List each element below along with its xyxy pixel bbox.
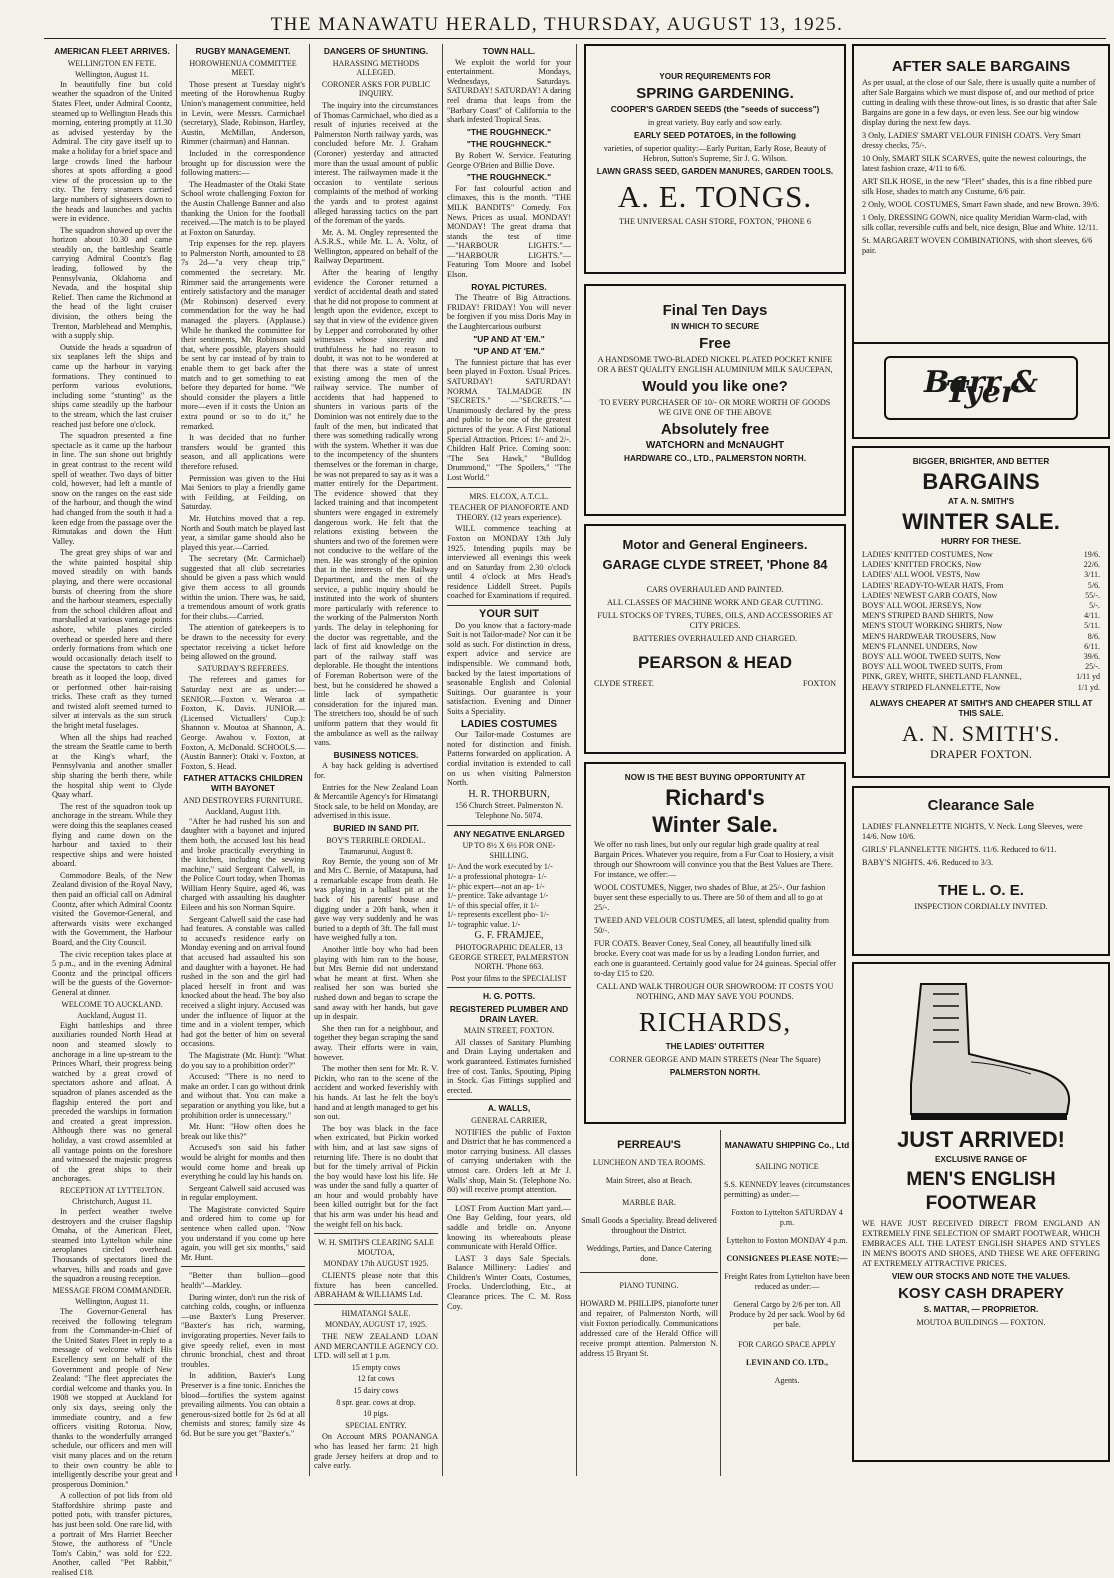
ad-line: 1/- tographic value. 1/- xyxy=(447,919,521,929)
subheading: CORONER ASKS FOR PUBLIC INQUIRY. xyxy=(321,79,431,99)
ad-address: HARDWARE CO., LTD., PALMERSTON NORTH. xyxy=(624,454,806,463)
divider xyxy=(314,1304,438,1305)
headline: TOWN HALL. xyxy=(482,46,536,56)
article-paragraph: When all the ships had reached the stream the Seattle came to berth at the King's wharf, the Pennsylvania and another smaller ship sharing the berth there, while the hospital ship went to Clyde Quay wharf. xyxy=(52,732,172,800)
price-row xyxy=(862,611,1100,621)
ad-heading: H. G. POTTS. xyxy=(482,991,536,1002)
column-rule xyxy=(309,44,310,1476)
ad-advertiser: A. N. SMITH'S. xyxy=(902,720,1060,746)
price-item: LADIES' KNITTED FROCKS, Now xyxy=(862,560,982,570)
ad-title: MANAWATU SHIPPING Co., Ltd xyxy=(724,1140,850,1150)
price-value: 1/1 yd. xyxy=(1077,682,1100,692)
ad-advertiser: THE L. O. E. xyxy=(938,882,1024,899)
ad-advertiser: LEVIN AND CO. LTD., xyxy=(746,1358,828,1367)
article-paragraph: Entries for the New Zealand Loan & Mercantile Agency's for Himatangi Stock sale, to be held on Monday, are advertised in this issue. xyxy=(314,782,438,821)
film-title: "THE ROUGHNECK." xyxy=(466,172,552,183)
ad-advertiser: WATCHORN and McNAUGHT xyxy=(645,440,785,451)
ad-line: THE LADIES' OUTFITTER xyxy=(665,1042,765,1051)
article-paragraph: The Governor-General has received the following telegram from the Commander-in-Chief of the United States Fleet in reply to a message of welcome which His Excellency sent on behalf of the Government and people of New Zealand: "The fleet appreciates the cordial welcome and thanks you. In 1908 we stopped at Auckland for only six days, seeing only the immediate country, and a few officers visiting Rotorua. Now, thanks to the wonderfully arranged schedule, our officers and men will visit many places and on the return to their own country be able to intelligently describe your great and prosperous Dominion." xyxy=(52,1307,172,1489)
ad-barr-tyer-logo xyxy=(852,344,1110,439)
ad-final-ten-days xyxy=(584,284,846,516)
price-row xyxy=(862,621,1100,631)
ad-line: 1/- phic expert—not an ap- 1/- xyxy=(447,881,545,891)
column-1 xyxy=(52,44,172,1578)
stock-item: 15 dairy cows xyxy=(353,1385,399,1395)
price-row xyxy=(862,591,1100,601)
ad-heading: PIANO TUNING. xyxy=(619,1281,679,1290)
ad-item: BABY'S NIGHTS. 4/6. Reduced to 3/3. xyxy=(862,858,994,867)
ad-line: Foxton to Lyttelton SATURDAY 4 p.m. xyxy=(731,1208,843,1227)
article-paragraph: "Better than bullion—good health"—Markley. xyxy=(181,1271,305,1291)
masthead-rule xyxy=(44,38,1106,39)
ad-text: S.S. KENNEDY leaves (circumstances permitting) as under:— xyxy=(724,1180,850,1199)
article-paragraph: It was decided that no further transfers would be granted this season, and all applications were therefore refused. xyxy=(181,433,305,471)
dateline: Wellington, August 11. xyxy=(75,1297,149,1307)
ad-line: Main Street, also at Beach. xyxy=(605,1176,693,1185)
headline: BURIED IN SAND PIT. xyxy=(333,822,419,833)
price-item: PINK, GREY, WHITE, SHETLAND FLANNEL, xyxy=(862,672,1022,682)
ad-item: GIRLS' FLANNELETTE NIGHTS. 11/6. Reduced to 6/11. xyxy=(862,845,1057,854)
ad-spring-gardening xyxy=(584,44,846,274)
ad-subheading: GENERAL CARRIER, xyxy=(471,1115,547,1125)
subheading: WELLINGTON EN FETE. xyxy=(67,58,157,68)
subheading: HOROWHENUA COMMITTEE MEET. xyxy=(189,58,297,78)
ad-item: 3 Only, LADIES' SMART VELOUR FINISH COATS. Very Smart dressy checks, 75/-. xyxy=(862,131,1081,150)
ad-address: PHOTOGRAPHIC DEALER, 13 GEORGE STREET, PALMERSTON NORTH. 'Phone 663. xyxy=(449,943,569,972)
price-item: BOYS' ALL WOOL JERSEYS, Now xyxy=(862,601,982,611)
price-row xyxy=(862,662,1100,672)
ad-line: ALWAYS CHEAPER AT SMITH'S AND CHEAPER STILL AT THIS SALE. xyxy=(869,698,1093,718)
boot-illustration-icon xyxy=(881,974,1081,1124)
ad-line: varieties, of superior quality:—Early Puritan, Early Rose, Beauty of Hebron, Sutton's Supreme, Sir J. G. Wilson. xyxy=(603,144,827,163)
ad-item: ART SILK HOSE, in the new "Fleet" shades, this is a fine ribbed pure silk Hose, shades to match any Costume, 6/6 pair. xyxy=(862,177,1093,196)
ad-text: WOOL COSTUMES, Nigger, two shades of Blue, at 25/-. Our fashion buyer sent these especially to us. There are 50 of them and all to go at 25/-. xyxy=(594,883,826,912)
price-item: LADIES' READY-TO-WEAR HATS, From xyxy=(862,580,1004,590)
divider xyxy=(314,1233,438,1234)
ad-line: Weddings, Parties, and Dance Catering done. xyxy=(586,1244,712,1263)
article-paragraph: We exploit the world for your entertainment. Mondays, Wednesdays, Saturdays. SATURDAY! SATURDAY! A daring reel drama that leaps from the "Barbary Coast" of California to the shark infested Tropical Seas. xyxy=(447,57,571,125)
ad-richards-winter-sale xyxy=(584,762,846,1124)
price-item: MEN'S HARDWEAR TROUSERS, Now xyxy=(862,631,997,641)
price-row xyxy=(862,683,1100,693)
ad-line: MARBLE BAR. xyxy=(622,1198,676,1207)
notice-date: MONDAY 17th AUGUST 1925. xyxy=(323,1259,429,1269)
ad-line: HURRY FOR THESE. xyxy=(940,537,1022,546)
article-paragraph: The squadron showed up over the horizon about 10.30 and came steadily on, the battleship Seattle carrying Admiral Coontz's flag leading, followed by the Pennsylvania, Oklahoma and Nevada, and the hospital ship Relief. Then came the Richmond at the head of the light cruiser division, the others being the Trenton, Marblehead and Memphis, with a supply ship. xyxy=(52,225,172,341)
notice-heading: HIMATANGI SALE. xyxy=(341,1308,411,1318)
ad-advertiser: A. E. TONGS. xyxy=(617,179,813,214)
divider xyxy=(447,825,571,826)
ad-line: YOUR REQUIREMENTS FOR xyxy=(659,72,771,81)
barr-tyer-logo: Barr & Tyer xyxy=(884,356,1078,420)
notice-text: WILL commence teaching at Foxton on MONDAY 13th July 1925. Intending pupils may be interviewed all evenings this week and on Saturday from 2.30 o'clock until 4 o'clock at Mrs Head's residence Liddell Street. Pupils coached for Examinations if required. xyxy=(447,524,571,601)
column-2 xyxy=(181,44,305,1474)
notice-text: THE NEW ZEALAND LOAN AND MERCANTILE AGENCY CO. LTD. will sell at 1 p.m. xyxy=(314,1332,438,1361)
notice-heading: SPECIAL ENTRY. xyxy=(345,1420,407,1430)
ad-subheading: UP TO 8½ X 6½ FOR ONE-SHILLING. xyxy=(462,841,556,860)
price-item: MEN'S STOUT WORKING SHIRTS, Now xyxy=(862,621,1003,631)
ad-title: MEN'S ENGLISH FOOTWEAR xyxy=(906,1169,1056,1214)
ad-title: SPRING GARDENING. xyxy=(636,85,794,102)
notice-subheading: TEACHER OF PIANOFORTE AND THEORY. (12 years experience). xyxy=(449,503,569,522)
stock-item: 8 spr. gear. cows at drop. xyxy=(336,1397,416,1407)
article-paragraph: She then ran for a neighbour, and together they began scraping the sand away. Their efforts were in vain, however. xyxy=(314,1023,438,1062)
price-item: HEAVY STRIPED FLANNELETTE, Now xyxy=(862,682,1001,692)
divider xyxy=(181,1266,305,1267)
ad-motor-engineers xyxy=(584,524,846,754)
subheading: HARASSING METHODS ALLEGED. xyxy=(332,58,420,78)
ad-text: As per usual, at the close of our Sale, there is usually quite a number of after Sale Bargains which we must dispose of, and our method of price cutting in dealing with these throw-out lines, is so drastic that after Sale Bargains are gone in a few days, or even less. See our big window display during the next few days. xyxy=(862,78,1097,127)
price-item: MEN'S FLANNEL UNDERS, Now xyxy=(862,641,978,651)
notice-heading: W. H. SMITH'S CLEARING SALE MOUTOA, xyxy=(318,1238,434,1257)
article-paragraph: By Robert W. Service. Featuring George O'Brien and Billie Dove. xyxy=(447,150,571,170)
price-row xyxy=(862,642,1100,652)
ad-town: FOXTON xyxy=(802,679,836,688)
ad-line: Lyttelton to Foxton MONDAY 4 p.m. xyxy=(726,1236,848,1245)
article-paragraph: A collection of pot lids from old Staffordshire shrimp paste and potted pots, with transfer pictures, has just been sold. One rare lid, with a portrait of Mrs Harriet Beecher Stowe, the authoress of "Uncle Tom's Cabin," was sold for £22. Another, called "Pet Rabbit," realised £18. xyxy=(52,1491,172,1578)
classified-ad: LOST From Auction Mart yard.—One Bay Gelding, four years, old saddle and bridle on. Anyone knowing its whereabouts please communicate with Herald Office. xyxy=(447,1203,571,1252)
stock-item: 10 pigs. xyxy=(363,1409,389,1419)
divider xyxy=(447,1199,571,1200)
subheading: RECEPTION AT LYTTELTON. xyxy=(59,1185,165,1195)
article-paragraph: The mother then sent for Mr. R. V. Pickin, who ran to the scene of the accident and worked feverishly with his hands. At last he felt the boy's hand and at length managed to get his son out. xyxy=(314,1064,438,1122)
dateline: Taumarunui, August 8. xyxy=(339,847,413,857)
ad-text: WE HAVE JUST RECEIVED DIRECT FROM ENGLAND AN EXTREMELY FINE SELECTION OF SMART FOOTWEAR, WHICH EMBRACES ALL THE LATEST ENGLISH SHAPES AND STYLES IN MEN'S BOOTS AND SHOES, AND THESE WE ARE OFFERING AT EXTREMELY ATTRACTIVE PRICES. xyxy=(862,1219,1100,1268)
article-paragraph: After the hearing of lengthy evidence the Coroner returned a verdict of accidental death and stated that he did not propose to comment at length upon the evidence, except to say that in view of the evidence given by Lepper and corroborated by other witnesses whose sincerity and truthfulness he had no reason to doubt, it was not to be wondered at that there was a state of unrest existing among the men of the railway service. The number of accidents that had happened to shunters in various parts of the Dominion was not entirely due to the fault of the men, but indicated that there was something radically wrong with the system. Whether it was due to the incompetency of the shunters themselves or the foreman in charge, he was not prepared to say as it was a matter entirely for the Department. The evidence showed that they lacked training and that incompetent shunters were engaged in extremely dangerous work. He felt that the relations existing between the shunters and two of the foremen were not conducive to the welfare of the men. He was strongly of the opinion that in the interests of the Railway Department, and the men of the service, a public inquiry should be instituted into the work of shunters more particularly with reference to the working of the Palmerston North yards. The delay in telephoning for the doctor was regrettable, and the lack of first aid knowledge on the part of the railway staff was deplorable. He thought the intentions of Foreman Robertson were of the best, but he considered he showed a little lack of sympathetic consideration for the injured man. The stretchers too, should be of such uniform pattern that they would fit the ambulance as well as the railway vans. xyxy=(314,268,438,748)
subheading: BOY'S TERRIBLE ORDEAL. xyxy=(326,835,426,845)
ad-title: PERREAU'S xyxy=(617,1139,681,1151)
dateline: Wellington, August 11. xyxy=(75,70,149,80)
price-value: 5/11. xyxy=(1084,621,1100,631)
ad-footer xyxy=(594,679,836,689)
ad-line: 1/- represents excellent pho- 1/- xyxy=(447,910,549,920)
ad-heading: ANY NEGATIVE ENLARGED xyxy=(453,828,565,839)
ad-title: Winter Sale. xyxy=(652,812,778,837)
ad-title: Would you like one? xyxy=(642,378,788,395)
ad-text: Do you know that a factory-made Suit is not Tailor-made? Nor can it be sold as such. For distinction in dress, expert advice and service are indispensible. We command both, backed by the latest importations of seasonable English and Colonial Suitings. Our guarantee is your satisfaction. Evening and Dinner Suits a Speciality. xyxy=(447,620,571,716)
ad-heading: A. WALLS, xyxy=(487,1103,531,1114)
ad-line: S. MATTAR, — PROPRIETOR. xyxy=(923,1305,1039,1314)
ad-line: 1/- prentice. Take advantage 1/- xyxy=(447,891,549,901)
ad-advertiser: KOSY CASH DRAPERY xyxy=(898,1285,1064,1302)
price-value: 1/11 yd xyxy=(1076,672,1100,682)
ad-title: WINTER SALE. xyxy=(902,509,1060,534)
dateline: Christchurch, August 11. xyxy=(72,1197,152,1207)
stock-item: 12 fat cows xyxy=(357,1374,395,1384)
ad-title: Richard's xyxy=(665,785,765,810)
ad-title: Absolutely free xyxy=(660,421,770,438)
ad-line: AT A. N. SMITH'S xyxy=(947,497,1015,506)
price-item: BOYS' ALL WOOL TWEED SUITS, From xyxy=(862,662,1003,672)
headline: FATHER ATTACKS CHILDREN WITH BAYONET xyxy=(183,773,303,793)
ad-line: General Cargo by 2/6 per ton. All Produce by 2d per sack. Wool by 6d per bale. xyxy=(729,1300,845,1329)
ad-heading: REGISTERED PLUMBER AND DRAIN LAYER. xyxy=(449,1004,569,1024)
article-paragraph: The referees and games for Saturday next are as under:— SENIOR.—Foxton v. Weraroa at Foxton, K. Davis. JUNIOR.—(Licensed Victuallers' Cup.): Shannon v. Moutoa at Shannon, A. George. Awahou v. Foxton, at Foxton, A. McDonald. SCHOOLS.—(Austin Banner): Otaki v. Foxton, at Foxton, S. Head. xyxy=(181,675,305,771)
article-paragraph: Eight battleships and three auxiliaries rounded North Head at noon and steamed slowly to anchorage in a line up-stream to the Princes Wharf, their progress being watched by a great crowd of spectators ashore and afloat. A squadron of planes ascended as the flagship entered the port and preceded the warships in formation and created a great impression. Although there was no general holiday, a vast crowd assembled at all vantage points on the foreshore and witnessed the majestic progress of the great ships to their anchorages. xyxy=(52,1020,172,1184)
ad-line: NOW IS THE BEST BUYING OPPORTUNITY AT xyxy=(624,773,806,782)
price-row xyxy=(862,672,1100,682)
ad-item: St. MARGARET WOVEN COMBINATIONS, with short sleeves, 6/6 pair. xyxy=(862,236,1093,255)
headline: BUSINESS NOTICES. xyxy=(333,749,419,760)
article-paragraph: The boy was black in the face when extricated, but Pickin worked with him, and at last saw signs of returning life. There is no doubt that but for the timely arrival of Pickin the boy would have lost his life. He was under the sand fully a quarter of an hour and would probably have been killed outright but for the fact that his arm was under his head and the weight fell on his back. xyxy=(314,1123,438,1229)
headline: ROYAL PICTURES. xyxy=(471,281,547,292)
stock-item: 15 empty cows xyxy=(351,1362,401,1372)
article-paragraph: Sergeant Calwell said the case had had features. A constable was called to accused's residence early on Monday evening and on arrival found that accused had assaulted his son and daughter with a bayonet. He had rushed in the son and the girl had placed herself in front and was knocked about the head. The boy also received a slight injury. Accused was under the influence of liquor at the time and in a violent temper, which had got the better of him on several occasions. xyxy=(181,914,305,1049)
price-row xyxy=(862,652,1100,662)
article-paragraph: Those present at Tuesday night's meeting of the Horowhenua Rugby Union's management committee, held in Levin, were Messrs. Carmichael (secretary), Slade, Robinson, Hartley, Austin, McMillan, Anderson, Rimmer (chairman) and Hannan. xyxy=(181,79,305,147)
article-paragraph: "After he had rushed his son and daughter with a bayonet and injured them both, the accused lost his head and broke practically everything in the kitchen, including the sewing machine," said Sergeant Calwell, in the Police Court today, when Thomas William Henry Squire, aged 46, was charged with assaulting his daughter Eileen and his son Norman Squire. xyxy=(181,816,305,913)
ad-manawatu-shipping xyxy=(724,1130,850,1460)
ad-line: 1/- And the work executed by 1/- xyxy=(447,862,553,872)
price-item: MEN'S STRIPED BAND SHIRTS, Now xyxy=(862,611,994,621)
divider xyxy=(447,1099,571,1100)
ad-after-sale-bargains xyxy=(852,44,1110,344)
article-paragraph: Trip expenses for the rep. players to Palmerston North, amounted to £8 7s 2d—"a very cheap trip," commented the secretary. Mr. Rimmer said the arrangements were entirely satisfactory and the manager (Mr Robinson) deserved every commendation for the way he had managed the players. (Applause.) While he thanked the committee for their sentiments, Mr. Robinson said that, where possible, players should be sent by car instead of by train to enable them to get back after the match and to get something to eat before they departed for home. "We should consider the players a little more—even if it costs the Union an extra pound or so to do it," he remarked. xyxy=(181,239,305,431)
film-title: "THE ROUGHNECK." xyxy=(466,126,552,137)
ad-address: CLYDE STREET. xyxy=(594,679,654,688)
article-paragraph: The secretary (Mr. Carmichael) suggested that all club secretaries should be given a pass which would give them access to all grounds within the union. There was, he said, a tremendous amount of work gratis for their clubs.—Carried. xyxy=(181,554,305,621)
ad-item: LADIES' FLANNELETTE NIGHTS, V. Neck. Long Sleeves, were 14/6. Now 10/6. xyxy=(862,822,1083,841)
price-value: 6/11. xyxy=(1084,641,1100,651)
column-rule xyxy=(576,44,577,1476)
column-rule xyxy=(442,44,443,1476)
notice-text: On Account MRS POANANGA who has leased her farm: 21 high grade Jersey heifers at drop and to calve early. xyxy=(314,1432,438,1471)
ad-heading: YOUR SUIT xyxy=(479,608,539,621)
headline: DANGERS OF SHUNTING. xyxy=(323,46,429,56)
price-item: BOYS' ALL WOOL TWEED SUITS, Now xyxy=(862,652,1001,662)
ad-text: Our Tailor-made Costumes are noted for distinction and finish. Patterns forwarded on application. A cordial invitation is extended to call on us when visiting Palmerston North. xyxy=(447,730,571,788)
article-paragraph: Mr. Hunt: "How often does he break out like this?" xyxy=(181,1122,305,1141)
ad-line: Freight Rates from Lyttelton have been reduced as under:— xyxy=(724,1272,850,1291)
price-row xyxy=(862,550,1100,560)
column-rule xyxy=(176,44,177,1476)
price-row xyxy=(862,601,1100,611)
ad-line: FOR CARGO SPACE APPLY xyxy=(738,1340,836,1349)
article-paragraph: Accused's son said his father would be alright for months and then would come home and break up everything he could lay his hands on. xyxy=(181,1143,305,1182)
ad-line: 1/- of this special offer, it 1/- xyxy=(447,900,539,910)
ad-title: GARAGE CLYDE STREET, 'Phone 84 xyxy=(602,557,828,572)
divider xyxy=(447,987,571,988)
ad-line: BIGGER, BRIGHTER, AND BETTER xyxy=(912,457,1050,466)
column-rule xyxy=(720,1130,721,1476)
article-paragraph: The Magistrate convicted Squire and ordered him to come up for sentence when called upon. "Now you understand if you come up here again, you will get six months," said Mr. Hunt. xyxy=(181,1204,305,1262)
article-paragraph: The Theatre of Big Attractions. FRIDAY! FRIDAY! You will never be forgiven if you miss Doris May in the Laughtercarious outburst xyxy=(447,293,571,332)
article-paragraph: Another little boy who had been playing with him ran to the house, but Mrs Bernie did not understand what he meant at first. When she realised her son was buried she rushed down and began to scrape the sand away with her hands, but gave up in despair. xyxy=(314,945,438,1022)
ad-smith-winter-sale xyxy=(852,446,1110,778)
ad-line: in great variety. Buy early and sow early. xyxy=(647,118,783,127)
notice-date: MONDAY, AUGUST 17, 1925. xyxy=(324,1320,428,1330)
notice-heading: MRS. ELCOX, A.T.C.L. xyxy=(469,491,549,501)
column-4 xyxy=(447,44,571,1474)
ad-title: Clearance Sale xyxy=(927,797,1035,814)
ad-item: 10 Only, SMART SILK SCARVES, quite the newest colourings, the latest fashion craze, 4/11 to 6/6. xyxy=(862,154,1087,173)
article-paragraph: Roy Bernie, the young son of Mr and Mrs C. Bernie, of Matapuna, had a remarkable escape from death. He was playing in a ballast pit at the back of his parents' house and digging under a 20ft bank, when it gave way very suddenly and he was buried to a depth of 3ft. The fall must have weighed fully a ton. xyxy=(314,856,438,943)
price-value: 5/-. xyxy=(1089,601,1100,611)
price-value: 55/-. xyxy=(1085,590,1100,600)
subheading: WELCOME TO AUCKLAND. xyxy=(61,999,163,1009)
ad-advertiser: PEARSON & HEAD xyxy=(638,653,792,672)
ad-address: CORNER GEORGE AND MAIN STREETS (Near The Square) xyxy=(609,1055,821,1064)
dateline: Auckland, August 11th. xyxy=(205,807,281,817)
ad-title: Free xyxy=(699,335,731,352)
article-paragraph: A bay hack gelding is advertised for. xyxy=(314,761,438,780)
price-row xyxy=(862,570,1100,580)
ad-address: MAIN STREET, FOXTON. xyxy=(463,1026,555,1036)
article-paragraph: The attention of gatekeepers is to be drawn to the necessity for every spectator receiving a ticket before being allowed on the ground. xyxy=(181,623,305,662)
ad-line: COOPER'S GARDEN SEEDS (the "seeds of success") xyxy=(610,105,820,114)
ad-advertiser: RICHARDS, xyxy=(638,1007,792,1037)
article-paragraph: Permission was given to the Hui Mai Seniors to play a friendly game with Feilding, at Feilding, on Saturday. xyxy=(181,473,305,512)
ad-address: DRAPER FOXTON. xyxy=(930,746,1032,761)
article-paragraph: Mr. Hutchins moved that a rep. North and South match be played last year, a similar game should also be played this year.—Carried. xyxy=(181,513,305,552)
article-paragraph: In beautifully fine but cold weather the squadron of the United States Fleet, under Admiral Coontz, steamed up to Wellington Heads this morning, entering promptly at 11.30 as advised yesterday by the Admiral. The city gave itself up to make a holiday for a brief space and large crowds lined the harbour shores at spots affording a good view of the procession up to the city. The ferry steamers carried large numbers of sightseers down to the heads and launches and yachts were in evidence. xyxy=(52,79,172,224)
article-paragraph: The civic reception takes place at 5 p.m., and in the evening Admiral Coontz and the principal officers will be the guests of the Governor-General at dinner. xyxy=(52,949,172,997)
divider xyxy=(447,487,571,488)
ad-clearance-sale xyxy=(852,786,1110,956)
ad-text: TWEED AND VELOUR COSTUMES, all latest, splendid quality from 50/-. xyxy=(594,916,829,935)
ad-line: FULL STOCKS OF TYRES, TUBES, OILS, AND ACCESSORIES AT CITY PRICES. xyxy=(597,611,833,630)
ad-text: HOWARD M. PHILLIPS, pianoforte tuner and repairer, of Palmerston North, will visit Foxton periodically. Communications addressed care of the Herald Office will receive prompt attention. Palmerston N. address 15 Bryant St. xyxy=(580,1299,718,1358)
headline: AMERICAN FLEET ARRIVES. xyxy=(54,46,170,56)
article-paragraph: During winter, don't run the risk of catching colds, coughs, or influenza—use Baxter's Lung Preserver. "Baxter's has rich, warming, invigorating properties. Never fails to give speedy relief, even in most chronic bronchial, chest and throat troubles. xyxy=(181,1292,305,1369)
ad-line: Agents. xyxy=(774,1376,800,1385)
ad-text: All classes of Sanitary Plumbing and Drain Laying undertaken and work guaranteed. Estimates furnished free of cost. Tanks, Spouting, Piping in Stock. Gas Fittings supplied and erected. xyxy=(447,1037,571,1095)
ad-line: VIEW OUR STOCKS AND NOTE THE VALUES. xyxy=(891,1272,1071,1281)
subheading: AND DESTROYERS FURNITURE. xyxy=(183,795,303,805)
classified-ad: LAST 3 days Sale Specials. Balance Millinery: Ladies' and Children's Winter Coats, Costumes, Frocks. Underclothing, Etc., at Clearance prices. The C. M. Ross Coy. xyxy=(447,1253,571,1311)
article-paragraph: The great grey ships of war and the white painted hospital ship moved steadily on with bands playing, and there were occasional bursts of cheering from the shore and the harbour steamers, especially from the school children afloat and marshalled at various vantage points ashore, while planes circled overhead or speeded here and there orderly formations from which one would occasionally detach itself to cause the spectators to catch their breath as it looped the loop, dived or performed other hair-raising tricks. These craft as they turned and twisted aloft seemed turned to silver at intervals as the sun struck the bright metal fuselages. xyxy=(52,548,172,730)
article-paragraph: Accused: "There is no need to make an order. I can go without drink and without that. You can make a separation or anything you like, but a prohibition order is unnecessary." xyxy=(181,1072,305,1120)
ad-line: EXCLUSIVE RANGE OF xyxy=(935,1155,1027,1164)
column-3 xyxy=(314,44,438,1474)
ad-line: TO EVERY PURCHASER OF 10/- OR MORE WORTH OF GOODS WE GIVE ONE OF THE ABOVE xyxy=(599,398,831,417)
price-value: 3/11. xyxy=(1084,570,1100,580)
price-item: LADIES' KNITTED COSTUMES, Now xyxy=(862,550,993,559)
headline: RUGBY MANAGEMENT. xyxy=(195,46,291,56)
article-paragraph: The Magistrate (Mr. Hunt): "What do you say to a prohibition order?" xyxy=(181,1050,305,1070)
article-paragraph: The rest of the squadron took up anchorage in the stream. While they were doing this the seaplanes ceased flying and came down on the harbour and taxied to their respective ships and were hoisted aboard. xyxy=(52,801,172,869)
price-value: 5/6. xyxy=(1087,580,1100,590)
ad-line: LUNCHEON AND TEA ROOMS. xyxy=(592,1158,706,1167)
price-list xyxy=(862,550,1100,693)
ad-title: BARGAINS xyxy=(922,469,1040,494)
ad-line: IN WHICH TO SECURE xyxy=(670,322,760,331)
ad-title: AFTER SALE BARGAINS xyxy=(891,58,1071,75)
price-value: 22/6. xyxy=(1083,560,1100,570)
article-paragraph: The inquiry into the circumstances of Thomas Carmichael, who died as a result of injuries received at the Palmerston North railway yards, was concluded before Mr. J. Graham (Coroner) yesterday and attracted more than the usual amount of public interest. The railwaymen made it the occasion to ventilate serious complaints of the method of working the yards and to protest against alleged harassing tactics on the part of the foreman of the yards. xyxy=(314,100,438,226)
film-title: "UP AND AT 'EM." xyxy=(473,346,545,357)
price-value: 4/11. xyxy=(1084,611,1100,621)
article-paragraph: Commodore Beals, of the New Zealand division of the Royal Navy, then paid an official call on Admiral Coontz, after which Admiral Coontz visited the Governor-General, and afterwards visits were exchanged with the Government, the Harbour Board, and the City Council. xyxy=(52,870,172,948)
divider xyxy=(580,1272,718,1273)
article-paragraph: Sergeant Calwell said accused was in regular employment. xyxy=(181,1183,305,1203)
price-row xyxy=(862,581,1100,591)
masthead: THE MANAWATU HERALD, THURSDAY, AUGUST 13, 1925. xyxy=(270,14,844,35)
ad-address: PALMERSTON NORTH. xyxy=(669,1068,761,1077)
ad-text: FUR COATS. Beaver Coney, Seal Coney, all beautifully lined silk brocke. Every coat was made for us by a leading London furrier, and each one is guaranteed. Certainly good value for 24 guineas. Special offer to-day £15 to £20. xyxy=(594,939,836,978)
notice-text: CLIENTS please note that this fixture has been cancelled. ABRAHAM & WILLIAMS Ltd. xyxy=(314,1271,438,1300)
ad-line: SAILING NOTICE xyxy=(755,1162,819,1171)
ad-line: ALL CLASSES OF MACHINE WORK AND GEAR CUTTING. xyxy=(606,598,824,607)
ad-item: 2 Only, WOOL COSTUMES, Smart Fawn shade, and new Brown. 39/6. xyxy=(862,200,1100,209)
article-paragraph: Outside the heads a squadron of six seaplanes left the ships and came up the harbour in varying formations. They continued to perform various evolutions, including some "stunting" as the ships came steadily up the harbour to the stream, which the last cruiser reached just before one o'clock. xyxy=(52,342,172,429)
ad-address: MOUTOA BUILDINGS — FOXTON. xyxy=(916,1318,1046,1327)
ad-line: INSPECTION CORDIALLY INVITED. xyxy=(914,902,1048,911)
article-paragraph: In addition, Baxter's Lung Preserver is a fine tonic. Enriches the blood—fortifies the system against prevailing ailments. You can obtain a generous-sized bottle for 2s 6d at all chemists and stores; family size 4s 6d. But be sure you get "Baxter's." xyxy=(181,1371,305,1438)
price-item: LADIES' NEWEST GARB COATS, Now xyxy=(862,590,998,600)
ad-address: 156 Church Street. Palmerston N. Telephone No. 5074. xyxy=(455,801,563,820)
film-title: "UP AND AT 'EM." xyxy=(473,333,545,344)
subheading: MESSAGE FROM COMMANDER. xyxy=(52,1285,172,1295)
ad-kosy-cash-drapery xyxy=(852,962,1110,1462)
ad-name: H. R. THORBURN, xyxy=(468,788,550,800)
ad-text: We offer no rash lines, but only our regular high grade quality at real Bargain Prices. Whatever you require, from a Fur Coat to Hosiery, a visit through our Showroom will convince you that the Best Values are There. For instance, we offer:— xyxy=(594,840,834,879)
price-value: 8/6. xyxy=(1087,631,1100,641)
ad-line: CONSIGNEES PLEASE NOTE:— xyxy=(726,1254,848,1263)
ad-line: Small Goods a Speciality. Bread delivered throughout the District. xyxy=(581,1216,717,1235)
ad-title: JUST ARRIVED! xyxy=(897,1127,1065,1152)
article-paragraph: For fast colourful action and climaxes, this is the month. "THE MILK BANDITS" Comedy. Fox News. Prices as usual. MONDAY! MONDAY! The great drama that stands the test of time —"HARBOUR LIGHTS."— —"HARBOUR LIGHTS."— Featuring Tom Moore and Isobel Elson. xyxy=(447,183,571,280)
ad-name: G. F. FRAMJEE, xyxy=(474,930,544,942)
film-title: "THE ROUGHNECK." xyxy=(466,139,552,150)
price-row xyxy=(862,560,1100,570)
article-paragraph: The Headmaster of the Otaki State School wrote challenging Foxton for the Austin Challenge Banner and also thanking the Union for the football received.—The match is to be played at Foxton on Saturday. xyxy=(181,179,305,237)
ad-text: CALL AND WALK THROUGH OUR SHOWROOM: IT COSTS YOU NOTHING, AND MAY SAVE YOU POUNDS. xyxy=(596,982,834,1001)
price-value: 39/6. xyxy=(1083,652,1100,662)
divider xyxy=(447,605,571,606)
ad-perreaus xyxy=(580,1130,718,1460)
ad-item: 1 Only, DRESSING GOWN, nice quality Meridian Warm-clad, with silk collar, reversible cuffs and belt, nice design, Blue and White. 12/11. xyxy=(862,213,1098,232)
price-value: 19/6. xyxy=(1083,550,1100,559)
ad-title: Motor and General Engineers. xyxy=(622,537,808,552)
article-paragraph: Included in the correspondence brought up for discussion were the following matters:— xyxy=(181,148,305,178)
ad-line: EARLY SEED POTATOES, in the following xyxy=(634,131,796,140)
article-paragraph: In perfect weather twelve destroyers and the cruiser flagship Omaha, of the American Fleet, steamed into Lyttelton while nine aeroplanes circled overhead. Thousands of spectators lined the wharves, hills and roads and gave the squadron a rousing reception. xyxy=(52,1207,172,1284)
ad-line: BATTERIES OVERHAULED AND CHARGED. xyxy=(632,634,798,643)
subheading: SATURDAY'S REFEREES. xyxy=(197,663,289,673)
ad-line: 1/- a professional photogra- 1/- xyxy=(447,871,547,881)
ad-text: NOTIFIES the public of Foxton and District that he has commenced a motor carrying business. All classes of carrying undertaken with the utmost care. Orders left at Mr J. Walls' shop, Main St. (Telephone No. 80) will receive prompt attention. xyxy=(447,1127,571,1195)
price-value: 25/-. xyxy=(1085,662,1100,672)
ad-heading: LADIES COSTUMES xyxy=(460,718,558,730)
ad-line: CARS OVERHAULED AND PAINTED. xyxy=(646,585,784,594)
price-item: LADIES' ALL WOOL VESTS, Now xyxy=(862,570,981,580)
ad-line: A HANDSOME TWO-BLADED NICKEL PLATED POCKET KNIFE OR A BEST QUALITY ENGLISH ALUMINIUM MILK SAUCEPAN, xyxy=(597,355,833,374)
article-paragraph: Mr. A. M. Ongley represented the A.S.R.S., while Mr. L. A. Voltz, of Wellington, appeared on behalf of the Railway Department. xyxy=(314,227,438,266)
ad-title: Final Ten Days xyxy=(662,302,768,319)
article-paragraph: The funniest picture that has ever been played in Foxton. Usual Prices. SATURDAY! SATURDAY! NORMA TALMADGE IN "SECRETS." —"SECRETS."— Unanimously declared by the press and public to be one of the greatest pictures of the year. A First National Special Attraction. Prices: 1/- and 2/-. Children Half Price. Coming soon: "The Sea Hawk," "Bulldog Drummond," "The Spoilers," "The Lost World." xyxy=(447,357,571,482)
dateline: Auckland, August 11. xyxy=(77,1011,147,1021)
ad-line: LAWN GRASS SEED, GARDEN MANURES, GARDEN TOOLS. xyxy=(596,167,834,176)
ad-line: Post your films to the SPECIALIST xyxy=(451,973,567,983)
ad-address: THE UNIVERSAL CASH STORE, FOXTON, 'PHONE 6 xyxy=(619,217,811,226)
article-paragraph: The squadron presented a fine spectacle as it came up the harbour in line. The sun shone out brightly in great contrast to the recent wild spell of weather. Two days of bitter cold, however, had left a mantle of snow on the ranges on the east side of the harbour, and though the wind had changed from the south it had a keen edge from the passage over the Rimutakas and down the Hutt Valley. xyxy=(52,431,172,546)
price-row xyxy=(862,632,1100,642)
